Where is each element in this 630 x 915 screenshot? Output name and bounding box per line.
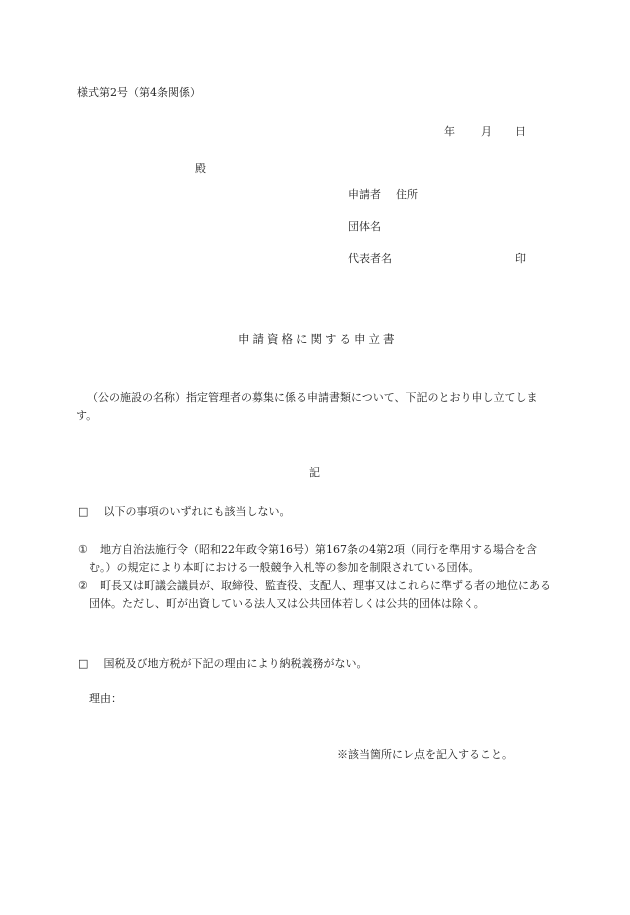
checkbox-not-applicable[interactable]: □ (78, 505, 89, 518)
form-number: 様式第2号（第4条関係） (77, 86, 201, 99)
seal-label: 印 (515, 252, 526, 265)
address-label: 住所 (396, 188, 418, 201)
footnote: ※該当箇所にレ点を記入すること。 (337, 748, 513, 761)
item-text: 地方自治法施行令（昭和22年政令第16号）第167条の4第2項（同行を準用する場合を含む。）の規定により本町における一般競争入札等の参加を制限されている団体。 (89, 543, 537, 574)
representative-label: 代表者名 (348, 252, 392, 265)
item-number: ② (78, 579, 88, 592)
org-name-label: 団体名 (348, 220, 381, 233)
checkbox-row-not-applicable (78, 505, 291, 518)
checkbox-tax-exempt[interactable]: □ (78, 657, 89, 670)
date-month-label: 月 (481, 125, 492, 138)
list-item (78, 541, 552, 577)
ki-heading: 記 (309, 466, 320, 479)
item-text: 町長又は町議会議員が、取締役、監査役、支配人、理事又はこれらに準ずる者の地位にある団体。ただし、町が出資している法人又は公共団体若しくは公共的団体は除く。 (89, 579, 551, 610)
list-item (78, 577, 552, 613)
intro-paragraph: （公の施設の名称）指定管理者の募集に係る申請書類について、下記のとおり申し立てします。 (76, 391, 538, 422)
checkbox-row-tax-exempt (78, 657, 368, 670)
applicant-label: 申請者 (348, 188, 381, 201)
reason-label: 理由： (89, 692, 122, 705)
checkbox-tax-exempt-label: 国税及び地方税が下記の理由により納税義務がない。 (103, 657, 368, 670)
addressee-suffix: 殿 (195, 162, 206, 175)
date-day-label: 日 (515, 125, 526, 138)
item-number: ① (78, 543, 88, 556)
checkbox-not-applicable-label: 以下の事項のいずれにも該当しない。 (103, 505, 291, 518)
document-title: 申請資格に関する申立書 (238, 332, 398, 346)
date-year-label: 年 (444, 125, 455, 138)
